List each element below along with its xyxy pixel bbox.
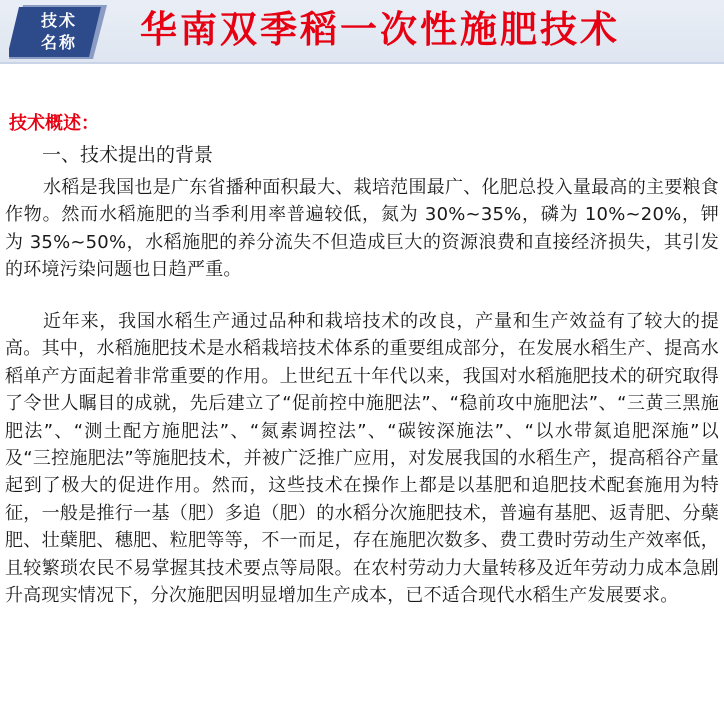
badge-line-1: 技术 xyxy=(40,11,77,30)
header-banner xyxy=(0,0,724,62)
badge-label xyxy=(23,10,95,54)
tech-name-badge xyxy=(9,5,107,59)
overview-heading: 技术概述： xyxy=(9,113,99,134)
paragraph-2: 近年来，我国水稻生产通过品种和栽培技术的改良，产量和生产效益有了较大的提高。其中，水稻施肥技术是水稻栽培技术体系的重要组成部分，在发展水稻生产、提高水稻单产方面起着非常重要的作用。上世纪五十年代以来，我国对水稻施肥技术的研究取得了令世人瞩目的成就，先后建立了“促前控中施肥法”、“稳前攻中施肥法”、“三黄三黑施肥法”、“测土配方施肥法”、“氮素调控法”、“碳铵深施法”、“以水带氮追肥深施”以及“三控施肥法”等施肥技术，并被广泛推广应用，对发展我国的水稻生产，提高稻谷产量起到了极大的促进作用。然而，这些技术在操作上都是以基肥和追肥技术配套施用为特征，一般是推行一基（肥）多追（肥）的水稻分次施肥技术，普遍有基肥、返青肥、分蘖肥、壮蘖肥、穗肥、粒肥等等，不一而足，存在施肥次数多、费工费时劳动生产效率低，且较繁琐农民不易掌握其技术要点等局限。在农村劳动力大量转移及近年劳动力成本急剧升高现实情况下，分次施肥因明显增加生产成本，已不适合现代水稻生产发展要求。 xyxy=(5,311,719,607)
paragraph-1: 水稻是我国也是广东省播种面积最大、栽培范围最广、化肥总投入量最高的主要粮食作物。然而水稻施肥的当季利用率普遍较低，氮为 30%~35%，磷为 10%~20%，钾为 35%~50%，水稻施肥的养分流失不但造成巨大的资源浪费和直接经济损失，其引发的环境污染问题也日趋严重。 xyxy=(5,177,719,281)
badge-line-2: 名称 xyxy=(40,33,77,52)
page-title: 华南双季稻一次性施肥技术 xyxy=(140,8,620,51)
section-heading: 一、技术提出的背景 xyxy=(42,144,214,166)
header-divider xyxy=(0,62,724,64)
